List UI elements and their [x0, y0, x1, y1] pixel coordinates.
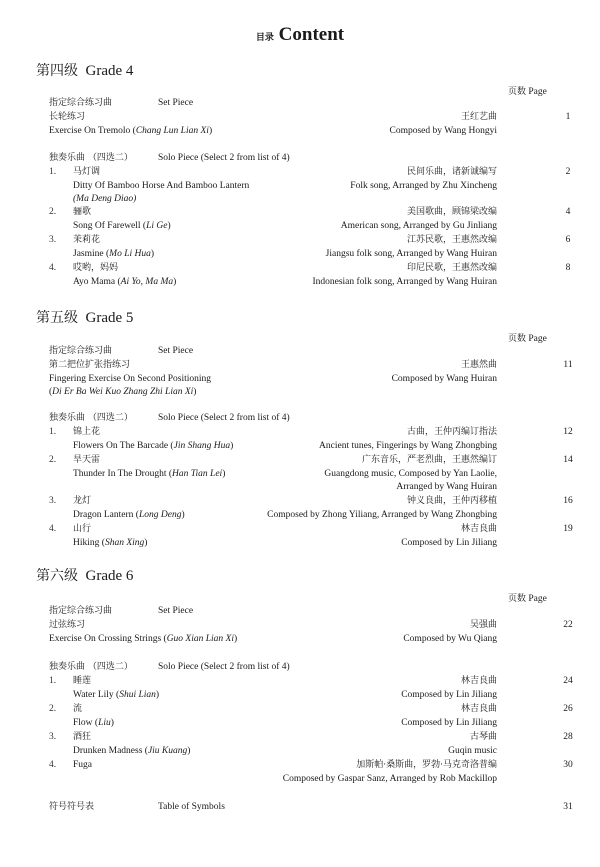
toc-entry-table-of-symbols[interactable]: 符号符号表 Table of Symbols 31: [0, 800, 600, 814]
grade-6-heading: 第六级 Grade 6: [36, 568, 134, 584]
toc-entry[interactable]: 1. 锦上花 古曲，王仲丙编订指法 12: [0, 425, 600, 439]
toc-entry[interactable]: 1. 睡莲 林吉良曲 24: [0, 674, 600, 688]
toc-entry[interactable]: 2. 骊歌 美国歌曲，顾锦梁改编 4: [0, 205, 600, 219]
toc-entry-en: Exercise On Crossing Strings (Guo Xian Lian Xi) Composed by Wu Qiang: [49, 634, 497, 644]
page-number[interactable]: 14: [563, 455, 573, 465]
solo-category: 独奏乐曲 （四选二） Solo Piece (Select 2 from list of 4): [49, 153, 290, 163]
toc-entry-en: Exercise On Tremolo (Chang Lun Lian Xi) Composed by Wang Hongyi: [49, 126, 497, 136]
page-title: [0, 24, 600, 46]
page-number[interactable]: 12: [563, 427, 573, 437]
toc-entry-en: Dragon Lantern (Long Deng) Composed by Zhong Yiliang, Arranged by Wang Zhongbing: [73, 510, 497, 520]
page-number[interactable]: 24: [563, 676, 573, 686]
toc-entry-en: Flow (Liu) Composed by Lin Jiliang: [73, 718, 497, 728]
toc-entry-en: Ditty Of Bamboo Horse And Bamboo Lantern Folk song, Arranged by Zhu Xincheng: [73, 181, 497, 191]
toc-entry-en: Fingering Exercise On Second Positioning Composed by Wang Huiran: [49, 374, 497, 384]
toc-entry-pinyin: (Di Er Ba Wei Kuo Zhang Zhi Lian Xi): [49, 387, 197, 397]
toc-entry-crossing-strings[interactable]: 过弦练习 吴强曲 22: [0, 618, 600, 632]
toc-entry[interactable]: 3. 酒狂 古琴曲 28: [0, 730, 600, 744]
page-number[interactable]: 22: [563, 620, 573, 630]
toc-entry-en: Song Of Farewell (Li Ge) American song, Arranged by Gu Jinliang: [73, 221, 497, 231]
toc-entry[interactable]: 1. 马灯调 民间乐曲，诸新诚编写 2: [0, 165, 600, 179]
toc-entry-tremolo[interactable]: 长轮练习 王红艺曲 1: [0, 110, 600, 124]
page-number[interactable]: 16: [563, 496, 573, 506]
toc-entry-en: Hiking (Shan Xing) Composed by Lin Jiliang: [73, 538, 497, 548]
grade-4-heading: 第四级 Grade 4: [36, 63, 134, 79]
page-number[interactable]: 2: [565, 167, 571, 177]
toc-entry-fingering[interactable]: 第二把位扩张指练习 王惠然曲 11: [0, 358, 600, 372]
page-number[interactable]: 1: [565, 112, 571, 122]
set-piece-category: 指定综合练习曲 Set Piece: [49, 346, 194, 356]
set-piece-category: 指定综合练习曲 Set Piece: [49, 606, 194, 616]
toc-entry[interactable]: 3. 龙灯 钟义良曲，王仲丙移植 16: [0, 494, 600, 508]
toc-entry[interactable]: 4. 山行 林吉良曲 19: [0, 522, 600, 536]
title-en: Content: [278, 24, 345, 45]
page-number[interactable]: 26: [563, 704, 573, 714]
toc-entry-pinyin: (Ma Deng Diao): [73, 194, 137, 204]
toc-entry[interactable]: 2. 流 林吉良曲 26: [0, 702, 600, 716]
page-number[interactable]: 8: [565, 263, 571, 273]
grade-5-heading: 第五级 Grade 5: [36, 310, 134, 326]
page-column-header: 页数 Page: [508, 87, 547, 97]
set-piece-category: 指定综合练习曲 Set Piece: [49, 98, 194, 108]
toc-entry-en-cont: Arranged by Wang Huiran: [396, 482, 497, 492]
toc-entry-en: Composed by Gaspar Sanz, Arranged by Rob Mackillop: [282, 774, 497, 784]
toc-entry-en: Jasmine (Mo Li Hua) Jiangsu folk song, Arranged by Wang Huiran: [73, 249, 497, 259]
toc-entry-en: Drunken Madness (Jiu Kuang) Guqin music: [73, 746, 497, 756]
page-number[interactable]: 19: [563, 524, 573, 534]
solo-category: 独奏乐曲 （四选二） Solo Piece (Select 2 from list of 4): [49, 662, 290, 672]
page-number[interactable]: 6: [565, 235, 571, 245]
page-number[interactable]: 11: [563, 360, 573, 370]
page-column-header: 页数 Page: [508, 594, 547, 604]
toc-entry-en: Flowers On The Barcade (Jin Shang Hua) Ancient tunes, Fingerings by Wang Zhongbing: [73, 441, 497, 451]
toc-entry-en: Thunder In The Drought (Han Tian Lei) Guangdong music, Composed by Yan Laolie,: [73, 469, 497, 479]
toc-entry-en: Water Lily (Shui Lian) Composed by Lin Jiliang: [73, 690, 497, 700]
toc-entry[interactable]: 3. 茉莉花 江苏民歌，王惠然改编 6: [0, 233, 600, 247]
page-number[interactable]: 31: [563, 802, 573, 812]
page-number[interactable]: 4: [565, 207, 571, 217]
toc-entry[interactable]: 4. Fuga 加斯帕·桑斯曲，罗勃·马克奇洛普编 30: [0, 758, 600, 772]
solo-category: 独奏乐曲 （四选二） Solo Piece (Select 2 from list of 4): [49, 413, 290, 423]
toc-entry[interactable]: 4. 哎哟，妈妈 印尼民歌，王惠然改编 8: [0, 261, 600, 275]
page-number[interactable]: 28: [563, 732, 573, 742]
title-zh: 目录: [255, 33, 274, 43]
page-column-header: 页数 Page: [508, 334, 547, 344]
page-number[interactable]: 30: [563, 760, 573, 770]
toc-entry[interactable]: 2. 旱天雷 广东音乐，严老烈曲，王惠然编订 14: [0, 453, 600, 467]
toc-entry-en: Ayo Mama (Ai Yo, Ma Ma) Indonesian folk song, Arranged by Wang Huiran: [73, 277, 497, 287]
